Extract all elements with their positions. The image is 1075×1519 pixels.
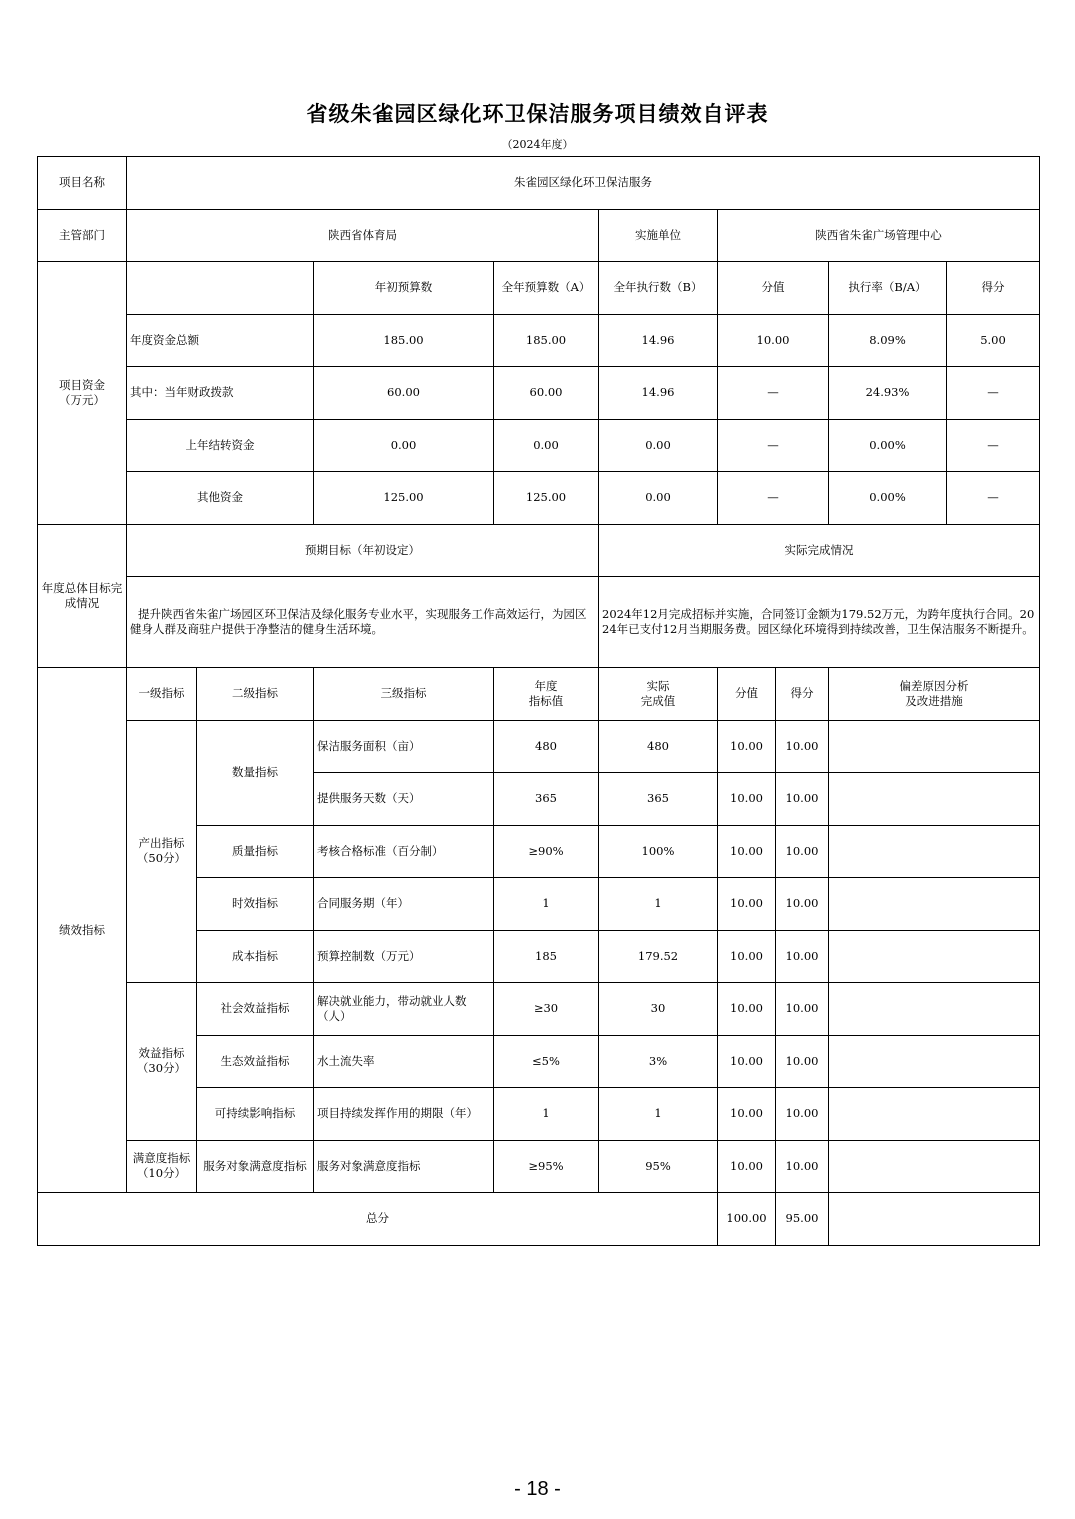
funds-cell: —: [718, 419, 829, 472]
level3-cell: 服务对象满意度指标: [314, 1140, 494, 1193]
got-cell: 10.00: [776, 773, 829, 826]
performance-label: 绩效指标: [38, 668, 127, 1193]
funds-cell: 60.00: [494, 367, 599, 420]
note-cell: [829, 1088, 1040, 1141]
funds-cell: 0.00: [599, 419, 718, 472]
level2-quality: 质量指标: [197, 825, 314, 878]
funds-cell: 0.00: [314, 419, 494, 472]
goals-expected-text: 提升陕西省朱雀广场园区环卫保洁及绿化服务专业水平，实现服务工作高效运行，为园区健身人群及商驻户提供于净整洁的健身生活环境。: [127, 577, 599, 668]
level2-social: 社会效益指标: [197, 983, 314, 1036]
perf-header: 三级指标: [314, 668, 494, 721]
perf-header: 二级指标: [197, 668, 314, 721]
level3-cell: 合同服务期（年）: [314, 878, 494, 931]
score-cell: 10.00: [718, 930, 776, 983]
funds-cell: 185.00: [494, 314, 599, 367]
funds-row-name: 其他资金: [127, 472, 314, 525]
actual-cell: 30: [599, 983, 718, 1036]
funds-cell: —: [947, 472, 1040, 525]
goals-actual-header: 实际完成情况: [599, 524, 1040, 577]
funds-cell: 0.00%: [829, 419, 947, 472]
level2-sustain: 可持续影响指标: [197, 1088, 314, 1141]
funds-cell: 5.00: [947, 314, 1040, 367]
perf-header: 实际 完成值: [599, 668, 718, 721]
funds-cell: 14.96: [599, 314, 718, 367]
funds-header: 分值: [718, 262, 829, 315]
target-cell: 1: [494, 878, 599, 931]
actual-cell: 95%: [599, 1140, 718, 1193]
dept-label: 主管部门: [38, 209, 127, 262]
level3-cell: 项目持续发挥作用的期限（年）: [314, 1088, 494, 1141]
got-cell: 10.00: [776, 983, 829, 1036]
funds-header-blank: [127, 262, 314, 315]
note-cell: [829, 878, 1040, 931]
funds-row-name: 其中：当年财政拨款: [127, 367, 314, 420]
level2-cost: 成本指标: [197, 930, 314, 983]
perf-header: 年度 指标值: [494, 668, 599, 721]
score-cell: 10.00: [718, 1088, 776, 1141]
goals-expected-header: 预期目标（年初设定）: [127, 524, 599, 577]
actual-cell: 480: [599, 720, 718, 773]
funds-cell: —: [718, 367, 829, 420]
funds-cell: 0.00%: [829, 472, 947, 525]
goals-label: 年度总体目标完成情况: [38, 524, 127, 668]
level3-cell: 水土流失率: [314, 1035, 494, 1088]
note-cell: [829, 720, 1040, 773]
goals-actual-text: 2024年12月完成招标并实施，合同签订金额为179.52万元，为跨年度执行合同。2024年已支付12月当期服务费。园区绿化环境得到持续改善，卫生保洁服务不断提升。: [599, 577, 1040, 668]
funds-cell: 125.00: [314, 472, 494, 525]
total-got: 95.00: [776, 1193, 829, 1246]
note-cell: [829, 983, 1040, 1036]
funds-row-name: 年度资金总额: [127, 314, 314, 367]
funds-cell: 24.93%: [829, 367, 947, 420]
target-cell: ≥95%: [494, 1140, 599, 1193]
score-cell: 10.00: [718, 983, 776, 1036]
evaluation-grid: [37, 156, 1040, 1246]
actual-cell: 3%: [599, 1035, 718, 1088]
note-cell: [829, 1140, 1040, 1193]
note-cell: [829, 930, 1040, 983]
actual-cell: 1: [599, 878, 718, 931]
page-subtitle: （2024年度）: [501, 138, 574, 151]
score-cell: 10.00: [718, 878, 776, 931]
impl-label: 实施单位: [599, 209, 718, 262]
note-cell: [829, 1035, 1040, 1088]
impl-value: 陕西省朱雀广场管理中心: [718, 209, 1040, 262]
level3-cell: 预算控制数（万元）: [314, 930, 494, 983]
actual-cell: 179.52: [599, 930, 718, 983]
page-number: - 18 -: [514, 1478, 561, 1500]
funds-cell: 185.00: [314, 314, 494, 367]
funds-row-name: 上年结转资金: [127, 419, 314, 472]
dept-value: 陕西省体育局: [127, 209, 599, 262]
note-cell: [829, 825, 1040, 878]
got-cell: 10.00: [776, 1035, 829, 1088]
target-cell: 365: [494, 773, 599, 826]
project-name-label: 项目名称: [38, 157, 127, 210]
got-cell: 10.00: [776, 1140, 829, 1193]
funds-cell: —: [947, 367, 1040, 420]
funds-cell: 14.96: [599, 367, 718, 420]
project-name-value: 朱雀园区绿化环卫保洁服务: [127, 157, 1040, 210]
note-cell: [829, 773, 1040, 826]
funds-header: 得分: [947, 262, 1040, 315]
funds-header: 执行率（B/A）: [829, 262, 947, 315]
level3-cell: 考核合格标准（百分制）: [314, 825, 494, 878]
score-cell: 10.00: [718, 825, 776, 878]
level1-benefit: 效益指标 （30分）: [127, 983, 197, 1141]
perf-header: 一级指标: [127, 668, 197, 721]
funds-cell: —: [718, 472, 829, 525]
actual-cell: 365: [599, 773, 718, 826]
level1-output: 产出指标 （50分）: [127, 720, 197, 983]
got-cell: 10.00: [776, 1088, 829, 1141]
funds-cell: 60.00: [314, 367, 494, 420]
funds-label: 项目资金 （万元）: [38, 262, 127, 525]
actual-cell: 1: [599, 1088, 718, 1141]
level1-satisfaction: 满意度指标（10分）: [127, 1140, 197, 1193]
target-cell: ≤5%: [494, 1035, 599, 1088]
level2-eco: 生态效益指标: [197, 1035, 314, 1088]
target-cell: 480: [494, 720, 599, 773]
level2-quantity: 数量指标: [197, 720, 314, 825]
funds-cell: —: [947, 419, 1040, 472]
level3-cell: 提供服务天数（天）: [314, 773, 494, 826]
funds-cell: 0.00: [599, 472, 718, 525]
score-cell: 10.00: [718, 1140, 776, 1193]
perf-header: 偏差原因分析 及改进措施: [829, 668, 1040, 721]
funds-header: 年初预算数: [314, 262, 494, 315]
actual-cell: 100%: [599, 825, 718, 878]
level3-cell: 保洁服务面积（亩）: [314, 720, 494, 773]
score-cell: 10.00: [718, 1035, 776, 1088]
perf-header: 分值: [718, 668, 776, 721]
target-cell: 185: [494, 930, 599, 983]
perf-header: 得分: [776, 668, 829, 721]
target-cell: 1: [494, 1088, 599, 1141]
funds-cell: 0.00: [494, 419, 599, 472]
target-cell: ≥90%: [494, 825, 599, 878]
funds-header: 全年预算数（A）: [494, 262, 599, 315]
score-cell: 10.00: [718, 720, 776, 773]
funds-cell: 8.09%: [829, 314, 947, 367]
level3-cell: 解决就业能力，带动就业人数（人）: [314, 983, 494, 1036]
got-cell: 10.00: [776, 720, 829, 773]
got-cell: 10.00: [776, 930, 829, 983]
total-label: 总分: [38, 1193, 718, 1246]
funds-header: 全年执行数（B）: [599, 262, 718, 315]
got-cell: 10.00: [776, 825, 829, 878]
funds-cell: 125.00: [494, 472, 599, 525]
got-cell: 10.00: [776, 878, 829, 931]
funds-cell: 10.00: [718, 314, 829, 367]
score-cell: 10.00: [718, 773, 776, 826]
target-cell: ≥30: [494, 983, 599, 1036]
level2-satisfy: 服务对象满意度指标: [197, 1140, 314, 1193]
page-title: 省级朱雀园区绿化环卫保洁服务项目绩效自评表: [306, 102, 769, 126]
total-score: 100.00: [718, 1193, 776, 1246]
level2-timeliness: 时效指标: [197, 878, 314, 931]
total-note: [829, 1193, 1040, 1246]
